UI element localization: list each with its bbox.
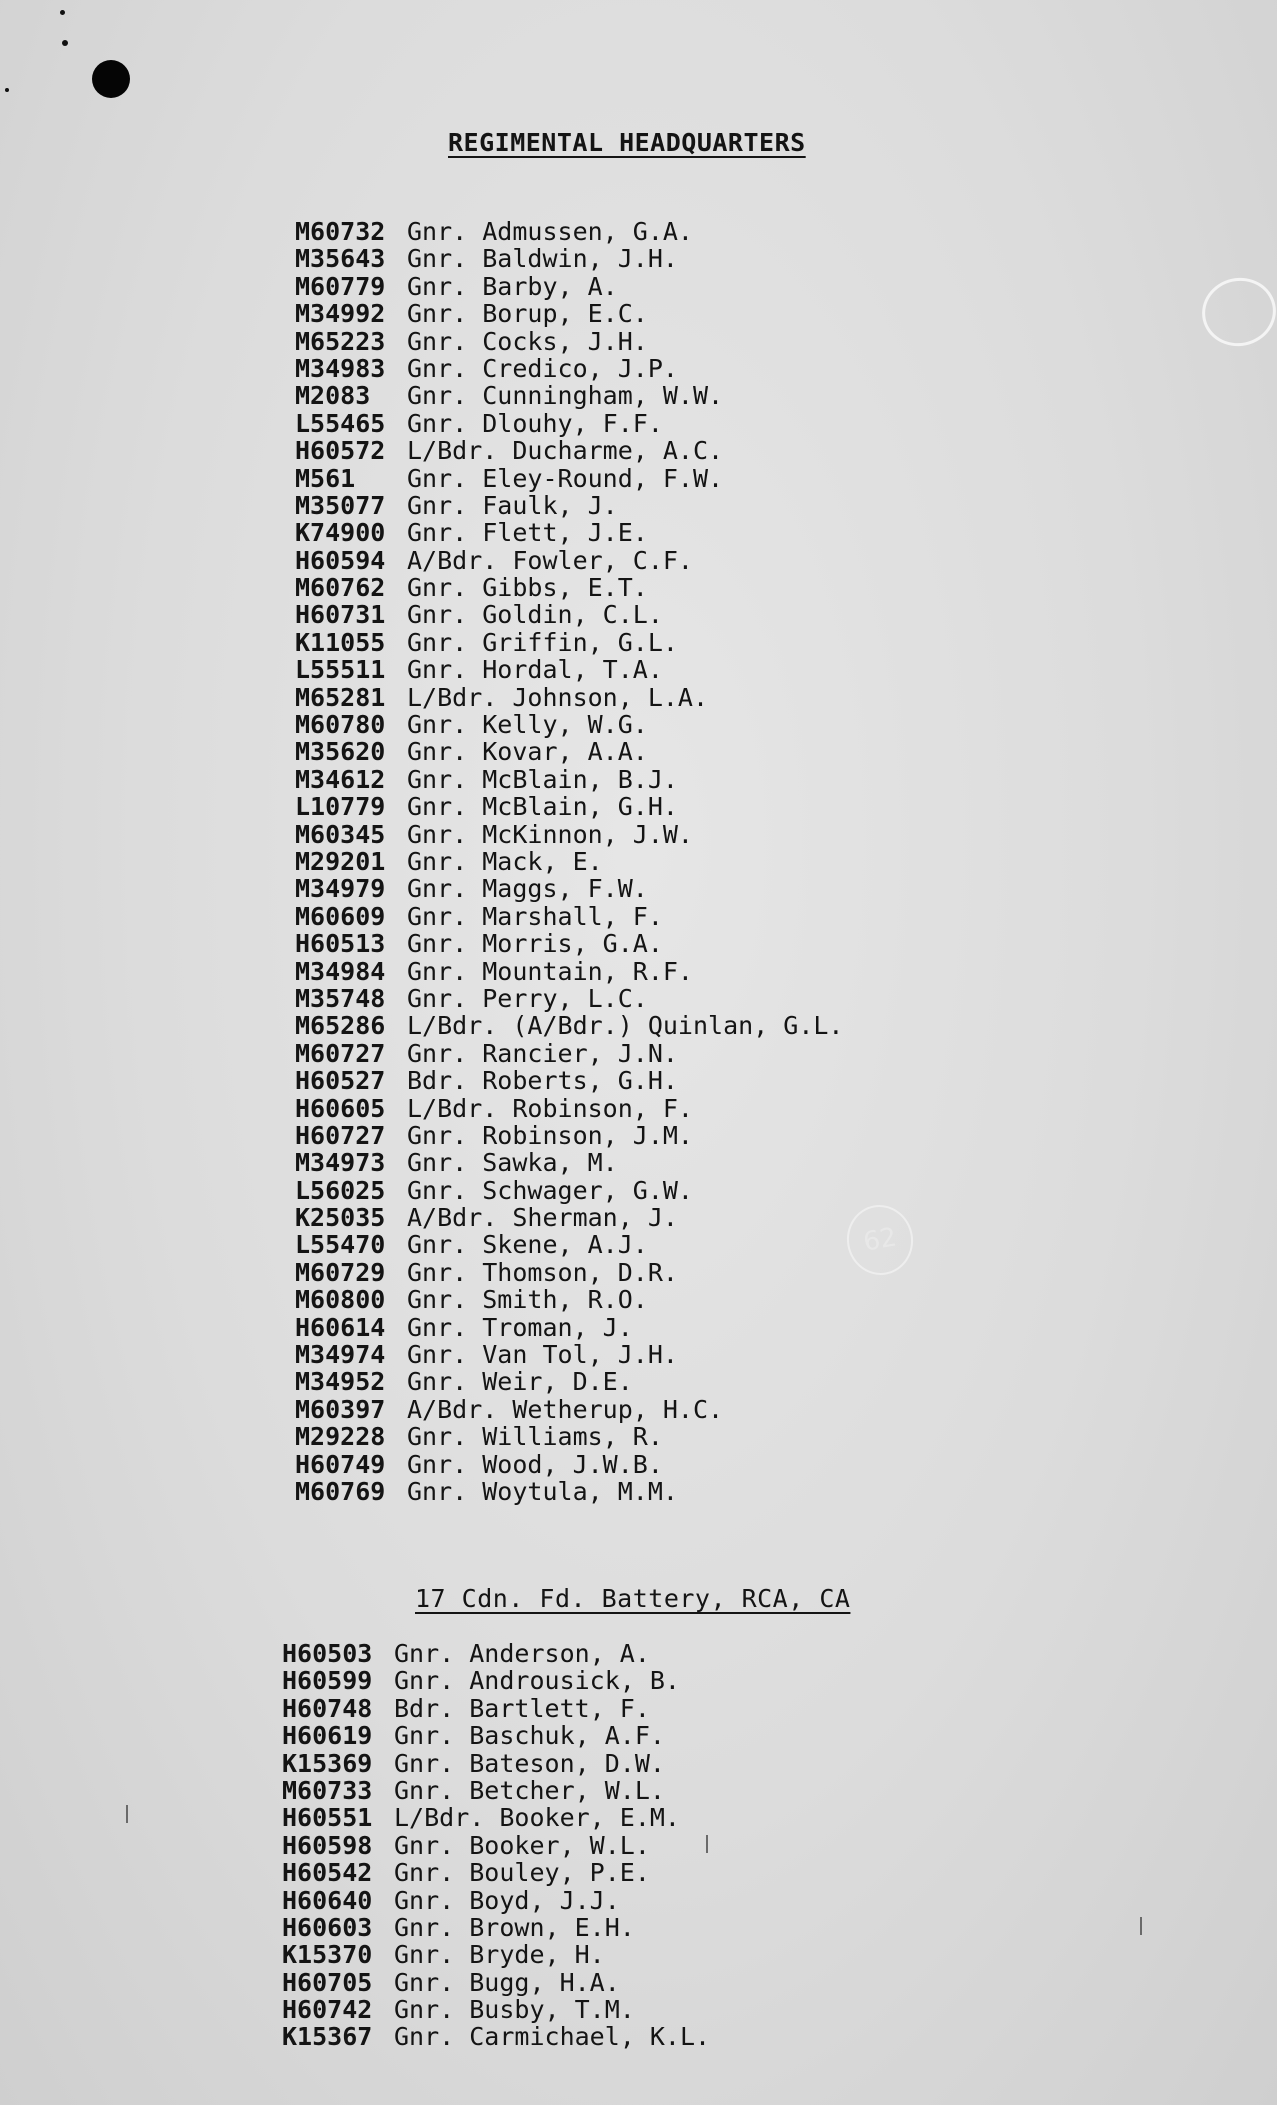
roster-row	[295, 1368, 844, 1395]
soldier-name: Gnr. Eley-Round, F.W.	[407, 463, 724, 493]
roster-row	[282, 1750, 710, 1777]
service-number: L10779	[295, 792, 386, 822]
roster-row	[295, 519, 844, 546]
roster-row	[295, 848, 844, 875]
service-number: H60749	[295, 1449, 386, 1479]
punch-hole	[92, 60, 130, 98]
soldier-name: Gnr. Woytula, M.M.	[407, 1476, 678, 1506]
roster-row	[295, 574, 844, 601]
roster-row	[282, 1640, 710, 1667]
soldier-name: Gnr. McBlain, G.H.	[407, 792, 678, 822]
soldier-name: Gnr. Betcher, W.L.	[394, 1775, 665, 1805]
roster-row	[295, 1286, 844, 1313]
service-number: M2083	[295, 381, 371, 411]
service-number: H60705	[282, 1967, 373, 1997]
service-number: M60780	[295, 710, 386, 740]
roster-list-regimental-hq	[295, 218, 844, 1505]
roster-row	[295, 300, 844, 327]
soldier-name: Gnr. Boyd, J.J.	[394, 1885, 620, 1915]
roster-row	[295, 492, 844, 519]
soldier-name: Gnr. Bateson, D.W.	[394, 1748, 665, 1778]
soldier-name: Gnr. Androusick, B.	[394, 1666, 680, 1696]
roster-row	[295, 437, 844, 464]
service-number: M35643	[295, 244, 386, 274]
margin-mark	[1140, 1917, 1142, 1935]
roster-row	[295, 1095, 844, 1122]
soldier-name: Gnr. Goldin, C.L.	[407, 600, 663, 630]
soldier-name: Gnr. Carmichael, K.L.	[394, 2022, 711, 2052]
soldier-name: Gnr. Schwager, G.W.	[407, 1175, 693, 1205]
roster-row	[295, 410, 844, 437]
soldier-name: Gnr. Sawka, M.	[407, 1148, 618, 1178]
soldier-name: Gnr. Baldwin, J.H.	[407, 244, 678, 274]
service-number: M60779	[295, 271, 386, 301]
service-number: L55511	[295, 655, 386, 685]
roster-row	[282, 1804, 710, 1831]
soldier-name: Gnr. Dlouhy, F.F.	[407, 408, 663, 438]
service-number: K11055	[295, 627, 386, 657]
page-number-stamp: 62	[841, 1200, 918, 1280]
roster-row	[295, 1396, 844, 1423]
service-number: K25035	[295, 1203, 386, 1233]
service-number: M65223	[295, 326, 386, 356]
soldier-name: Gnr. Van Tol, J.H.	[407, 1340, 678, 1370]
section-title-17-battery: 17 Cdn. Fd. Battery, RCA, CA	[415, 1584, 851, 1613]
service-number: H60599	[282, 1666, 373, 1696]
soldier-name: Gnr. Marshall, F.	[407, 901, 663, 931]
roster-row	[295, 1314, 844, 1341]
ink-speck	[62, 40, 68, 46]
service-number: H60605	[295, 1093, 386, 1123]
roster-row	[295, 1204, 844, 1231]
roster-row	[295, 1478, 844, 1505]
margin-mark	[126, 1805, 128, 1823]
service-number: M35620	[295, 737, 386, 767]
service-number: M60397	[295, 1394, 386, 1424]
soldier-name: Bdr. Roberts, G.H.	[407, 1066, 678, 1096]
service-number: M60769	[295, 1476, 386, 1506]
service-number: H60513	[295, 929, 386, 959]
soldier-name: Gnr. Perry, L.C.	[407, 983, 648, 1013]
soldier-name: L/Bdr. (A/Bdr.) Quinlan, G.L.	[407, 1011, 844, 1041]
soldier-name: Gnr. Skene, A.J.	[407, 1230, 648, 1260]
service-number: H60748	[282, 1693, 373, 1723]
roster-row	[295, 1122, 844, 1149]
ink-speck	[5, 88, 9, 92]
roster-row	[282, 1777, 710, 1804]
soldier-name: L/Bdr. Ducharme, A.C.	[407, 436, 724, 466]
soldier-name: Gnr. Bugg, H.A.	[394, 1967, 620, 1997]
service-number: M60609	[295, 901, 386, 931]
soldier-name: A/Bdr. Fowler, C.F.	[407, 545, 693, 575]
service-number: K15369	[282, 1748, 373, 1778]
soldier-name: Gnr. Borup, E.C.	[407, 299, 648, 329]
service-number: M34983	[295, 353, 386, 383]
service-number: H60614	[295, 1312, 386, 1342]
service-number: K74900	[295, 518, 386, 548]
soldier-name: Gnr. Thomson, D.R.	[407, 1257, 678, 1287]
soldier-name: Gnr. Bryde, H.	[394, 1940, 605, 1970]
soldier-name: Gnr. Booker, W.L.	[394, 1830, 650, 1860]
service-number: M29228	[295, 1422, 386, 1452]
soldier-name: Gnr. Anderson, A.	[394, 1639, 650, 1668]
soldier-name: Gnr. Credico, J.P.	[407, 353, 678, 383]
roster-row	[295, 1341, 844, 1368]
soldier-name: Gnr. Maggs, F.W.	[407, 874, 648, 904]
soldier-name: Gnr. Cocks, J.H.	[407, 326, 648, 356]
service-number: H60594	[295, 545, 386, 575]
roster-row	[295, 1012, 844, 1039]
roster-row	[295, 793, 844, 820]
service-number: M34992	[295, 299, 386, 329]
roster-row	[282, 1832, 710, 1859]
service-number: L56025	[295, 1175, 386, 1205]
roster-row	[295, 1177, 844, 1204]
soldier-name: Gnr. Troman, J.	[407, 1312, 633, 1342]
roster-row	[295, 738, 844, 765]
soldier-name: Gnr. McKinnon, J.W.	[407, 819, 693, 849]
roster-row	[282, 1667, 710, 1694]
service-number: M65286	[295, 1011, 386, 1041]
roster-row	[295, 218, 844, 245]
roster-row	[295, 328, 844, 355]
soldier-name: Bdr. Bartlett, F.	[394, 1693, 650, 1723]
roster-row	[282, 1859, 710, 1886]
roster-row	[295, 711, 844, 738]
roster-row	[295, 1040, 844, 1067]
soldier-name: Gnr. Baschuk, A.F.	[394, 1721, 665, 1751]
soldier-name: Gnr. Morris, G.A.	[407, 929, 663, 959]
service-number: H60742	[282, 1995, 373, 2025]
soldier-name: Gnr. Rancier, J.N.	[407, 1038, 678, 1068]
roster-row	[295, 930, 844, 957]
roster-row	[295, 903, 844, 930]
service-number: M60733	[282, 1775, 373, 1805]
ink-speck	[60, 10, 65, 15]
soldier-name: Gnr. Hordal, T.A.	[407, 655, 663, 685]
service-number: H60542	[282, 1858, 373, 1888]
roster-row	[282, 1695, 710, 1722]
roster-row	[295, 382, 844, 409]
service-number: H60727	[295, 1120, 386, 1150]
circle-mark	[1196, 271, 1277, 353]
soldier-name: Gnr. Flett, J.E.	[407, 518, 648, 548]
service-number: H60598	[282, 1830, 373, 1860]
service-number: M60732	[295, 217, 386, 246]
roster-row	[295, 355, 844, 382]
soldier-name: Gnr. Barby, A.	[407, 271, 618, 301]
roster-row	[295, 1259, 844, 1286]
service-number: H60731	[295, 600, 386, 630]
service-number: M35748	[295, 983, 386, 1013]
soldier-name: Gnr. Brown, E.H.	[394, 1912, 635, 1942]
service-number: M29201	[295, 846, 386, 876]
soldier-name: Gnr. Gibbs, E.T.	[407, 573, 648, 603]
service-number: M34973	[295, 1148, 386, 1178]
roster-row	[295, 766, 844, 793]
service-number: M34612	[295, 764, 386, 794]
service-number: H60551	[282, 1803, 373, 1833]
roster-row	[295, 601, 844, 628]
roster-row	[295, 629, 844, 656]
soldier-name: Gnr. Robinson, J.M.	[407, 1120, 693, 1150]
roster-row	[282, 1887, 710, 1914]
roster-row	[282, 1969, 710, 1996]
service-number: M34979	[295, 874, 386, 904]
service-number: H60640	[282, 1885, 373, 1915]
soldier-name: Gnr. Bouley, P.E.	[394, 1858, 650, 1888]
soldier-name: L/Bdr. Johnson, L.A.	[407, 682, 709, 712]
roster-row	[282, 1996, 710, 2023]
soldier-name: Gnr. Faulk, J.	[407, 490, 618, 520]
roster-row	[295, 684, 844, 711]
soldier-name: Gnr. Griffin, G.L.	[407, 627, 678, 657]
soldier-name: Gnr. Smith, R.O.	[407, 1285, 648, 1315]
roster-row	[295, 245, 844, 272]
service-number: K15367	[282, 2022, 373, 2052]
service-number: M65281	[295, 682, 386, 712]
roster-row	[295, 273, 844, 300]
soldier-name: Gnr. Mack, E.	[407, 846, 603, 876]
roster-list-17-battery	[282, 1640, 710, 2051]
roster-row	[282, 1722, 710, 1749]
service-number: H60527	[295, 1066, 386, 1096]
soldier-name: Gnr. Mountain, R.F.	[407, 956, 693, 986]
section-title-regimental-hq: REGIMENTAL HEADQUARTERS	[448, 128, 806, 157]
soldier-name: Gnr. Wood, J.W.B.	[407, 1449, 663, 1479]
roster-row	[295, 1423, 844, 1450]
soldier-name: Gnr. Weir, D.E.	[407, 1367, 633, 1397]
service-number: L55470	[295, 1230, 386, 1260]
roster-row	[295, 875, 844, 902]
roster-row	[295, 958, 844, 985]
service-number: M60345	[295, 819, 386, 849]
soldier-name: Gnr. Busby, T.M.	[394, 1995, 635, 2025]
soldier-name: L/Bdr. Booker, E.M.	[394, 1803, 680, 1833]
roster-row	[282, 1941, 710, 1968]
service-number: M34952	[295, 1367, 386, 1397]
service-number: L55465	[295, 408, 386, 438]
service-number: M60800	[295, 1285, 386, 1315]
service-number: K15370	[282, 1940, 373, 1970]
soldier-name: A/Bdr. Sherman, J.	[407, 1203, 678, 1233]
service-number: M60727	[295, 1038, 386, 1068]
soldier-name: Gnr. McBlain, B.J.	[407, 764, 678, 794]
service-number: M34984	[295, 956, 386, 986]
soldier-name: L/Bdr. Robinson, F.	[407, 1093, 693, 1123]
roster-row	[295, 1231, 844, 1258]
soldier-name: Gnr. Admussen, G.A.	[407, 217, 693, 246]
soldier-name: Gnr. Kovar, A.A.	[407, 737, 648, 767]
soldier-name: Gnr. Williams, R.	[407, 1422, 663, 1452]
soldier-name: Gnr. Cunningham, W.W.	[407, 381, 724, 411]
soldier-name: A/Bdr. Wetherup, H.C.	[407, 1394, 724, 1424]
roster-row	[295, 1451, 844, 1478]
roster-row	[282, 1914, 710, 1941]
roster-row	[295, 1067, 844, 1094]
service-number: H60619	[282, 1721, 373, 1751]
margin-mark	[706, 1835, 708, 1853]
roster-row	[295, 656, 844, 683]
service-number: M60729	[295, 1257, 386, 1287]
service-number: M561	[295, 463, 356, 493]
service-number: M35077	[295, 490, 386, 520]
roster-row	[295, 1149, 844, 1176]
soldier-name: Gnr. Kelly, W.G.	[407, 710, 648, 740]
roster-row	[295, 985, 844, 1012]
roster-row	[282, 2023, 710, 2050]
service-number: H60603	[282, 1912, 373, 1942]
roster-row	[295, 547, 844, 574]
roster-row	[295, 465, 844, 492]
service-number: M60762	[295, 573, 386, 603]
service-number: M34974	[295, 1340, 386, 1370]
service-number: H60503	[282, 1639, 373, 1668]
service-number: H60572	[295, 436, 386, 466]
roster-row	[295, 821, 844, 848]
